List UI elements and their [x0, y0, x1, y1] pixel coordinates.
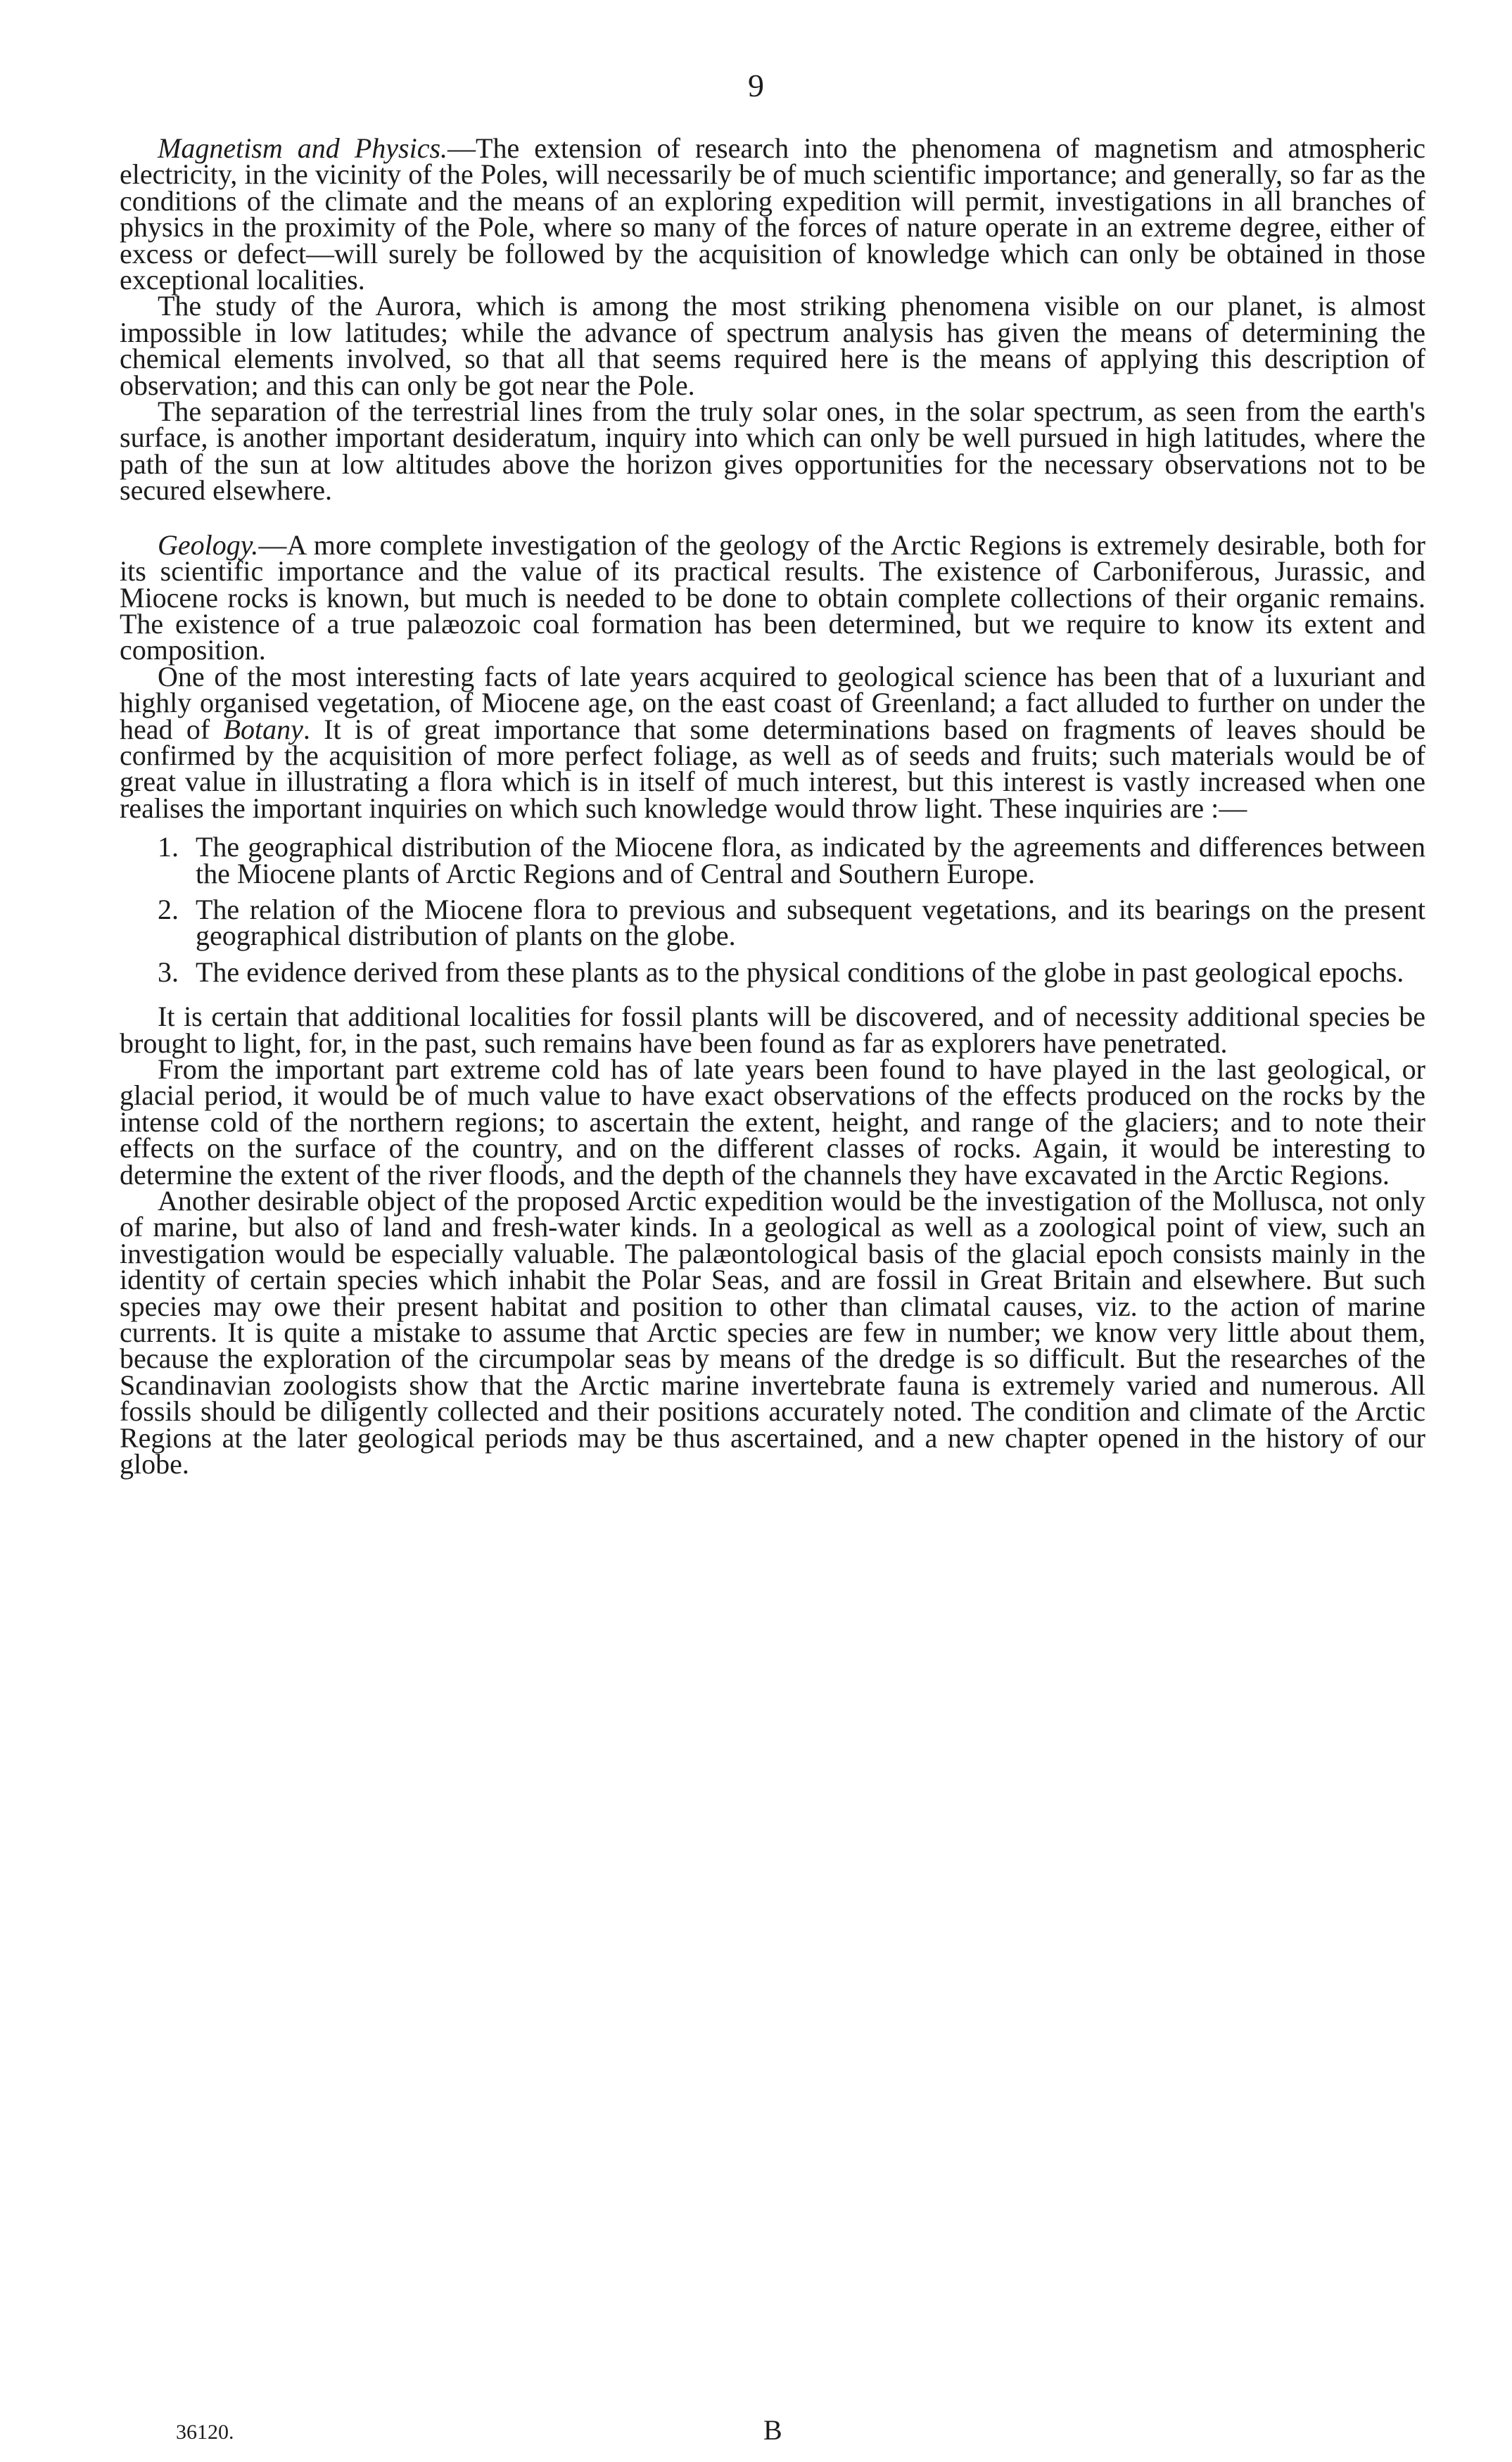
list-item-number: 3.: [158, 956, 179, 988]
section-heading-magnetism: Magnetism and Physics.: [158, 132, 448, 164]
magnetism-paragraph-3: The separation of the terrestrial lines from the truly solar ones, in the solar spectrum, as seen from the earth's surface, is another important desideratum, inquiry into which can only be well pursued in high latitudes, where the path of the sun at low altitudes above the horizon gives opportunities for the necessary observations not to be secured elsewhere.: [120, 395, 1425, 507]
geology-paragraph-3: It is certain that additional localities for fossil plants will be discovered, and of necessity additional species be brought to light, for, in the past, such remains have been found as far as explorers have penetrated.: [120, 1001, 1425, 1059]
section-magnetism-physics: [120, 132, 1425, 507]
section-spacer: [120, 504, 1425, 532]
magnetism-paragraph-2: The study of the Aurora, which is among the most striking phenomena visible on our planet, is almost impossible in low latitudes; while the advance of spectrum analysis has given the means of determining the chemical elements involved, so that all that seems required here is the means of applying this description of observation; and this can only be got near the Pole.: [120, 290, 1425, 401]
geology-paragraph-2-text-a: One of the most interesting facts of late years acquired to geological science has been that of a luxuriant and highly organised vegetation, of Miocene age, on the east coast of Greenland; a fact alluded to further on under the head of: [120, 660, 1425, 745]
geology-paragraph-4: From the important part extreme cold has of late years been found to have played in the last geological, or glacial period, it would be of much value to have exact observations of the effects produced on the rocks by the intense cold of the northern regions; to ascertain the extent, height, and range of the glaciers; and to note their effects on the surface of the country, and on the different classes of rocks. Again, it would be interesting to determine the extent of the river floods, and the depth of the channels they have excavated in the Arctic Regions.: [120, 1053, 1425, 1191]
list-item-number: 1.: [158, 831, 179, 863]
list-item-text: The geographical distribution of the Miocene flora, as indicated by the agreements and differences between the Miocene plants of Arctic Regions and of Central and Southern Europe.: [196, 831, 1425, 889]
geology-paragraph-5: Another desirable object of the proposed Arctic expedition would be the investigation of the Mollusca, not only of marine, but also of land and fresh-water kinds. In a geological as well as a zoological point of view, such an investigation would be especially valuable. The palæontological basis of the glacial epoch consists mainly in the identity of certain species which inhabit the Polar Seas, and are fossil in Great Britain and elsewhere. But such species may owe their present habitat and position to other than climatal causes, viz. to the action of marine currents. It is quite a mistake to assume that Arctic species are few in number; we know very little about them, because the exploration of the circumpolar seas by means of the dredge is so difficult. But the researches of the Scandinavian zoologists show that the Arctic marine invertebrate fauna is extremely varied and numerous. All fossils should be diligently collected and their positions accurately noted. The condition and climate of the Arctic Regions at the later geological periods may be thus ascertained, and a new chapter opened in the history of our globe.: [120, 1185, 1425, 1480]
geology-paragraph-2-text-b: . It is of great importance that some determinations based on fragments of leaves should be confirmed by the acquisition of more perfect foliage, as well as of seeds and fruits; such materials would be of great value in illustrating a flora which is in itself of much interest, but this interest is vastly increased when one realises the important inquiries on which such knowledge would throw light. These inquiries are :—: [120, 713, 1426, 824]
botany-reference: Botany: [223, 713, 303, 745]
page-number: 9: [748, 68, 764, 103]
section-geology: [120, 528, 1426, 1480]
section-heading-geology: Geology.: [158, 528, 259, 561]
page-body: [120, 132, 1426, 1480]
inquiries-list: [120, 831, 1425, 988]
print-code: 36120.: [176, 2420, 234, 2444]
list-item-number: 2.: [158, 893, 179, 925]
signature-mark: B: [763, 2414, 782, 2446]
geology-paragraph-1-text: —A more complete investigation of the geology of the Arctic Regions is extremely desirable, both for its scientific importance and the value of its practical results. The existence of Carboniferous, Jurassic, and Miocene rocks is known, but much is needed to be done to obtain complete collections of their organic remains. The existence of a true palæozoic coal formation has been determined, but we require to know its extent and composition.: [120, 528, 1425, 666]
magnetism-paragraph-1-text: —The extension of research into the phenomena of magnetism and atmospheric electricity, in the vicinity of the Poles, will necessarily be of much scientific importance; and generally, so far as the conditions of the climate and the means of an exploring expedition will permit, investigations in all branches of physics in the proximity of the Pole, where so many of the forces of nature operate in an extreme degree, either of excess or defect—will surely be followed by the acquisition of knowledge which can only be obtained in those exceptional localities.: [120, 132, 1425, 296]
magnetism-paragraph-1: [120, 132, 1425, 296]
list-item: [120, 956, 1425, 988]
list-item: [120, 831, 1425, 889]
list-item-text: The evidence derived from these plants as to the physical conditions of the globe in past geological epochs.: [196, 956, 1404, 988]
list-item-text: The relation of the Miocene flora to previous and subsequent vegetations, and its bearings on the present geographical distribution of plants on the globe.: [196, 893, 1425, 952]
geology-paragraph-2: [120, 660, 1426, 824]
geology-paragraph-1: [120, 528, 1425, 666]
list-item: [120, 893, 1425, 952]
